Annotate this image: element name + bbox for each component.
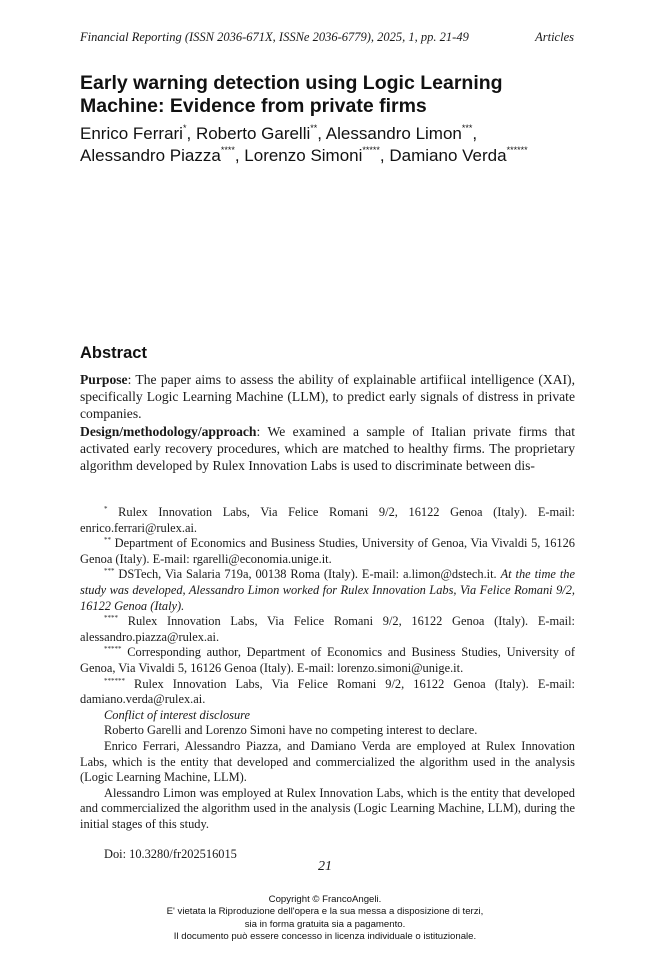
author-mark: *** [461, 123, 473, 133]
purpose-label: Purpose [80, 372, 128, 387]
author-line-2: Alessandro Piazza****, Lorenzo Simoni*****, Damiano Verda****** [80, 145, 528, 165]
article-title-line-2: Machine: Evidence from private firms [80, 95, 427, 117]
copyright-line-1: Copyright © FrancoAngeli. [268, 894, 382, 905]
author-name: Enrico Ferrari [80, 124, 183, 143]
abstract-heading: Abstract [80, 344, 147, 362]
author-mark: ***** [362, 145, 380, 155]
footnote-4: **** Rulex Innovation Labs, Via Felice Romani 9/2, 16122 Genoa (Italy). E-mail: alessandro.piazza@rulex.ai. [80, 614, 575, 644]
abstract-body [80, 371, 575, 474]
abstract-purpose: Purpose: The paper aims to assess the ability of explainable artifiical intelligence (XAI), specifically Logic Learning Machine (LLM), to predict early signals of distress in private companies. [80, 372, 575, 422]
author-mark: **** [220, 145, 235, 155]
author-name: Roberto Garelli [195, 124, 311, 143]
footnote-2: ** Department of Economics and Business Studies, University of Genoa, Via Vivaldi 5, 16126 Genoa (Italy). E-mail: rgarelli@economia.unige.it. [80, 536, 575, 566]
author-name: Damiano Verda [389, 146, 507, 165]
conflict-of-interest-paragraph-2: Enrico Ferrari, Alessandro Piazza, and Damiano Verda are employed at Rulex Innovation Labs, which is the entity that developed and commercialized the algorithm used in the analysis (Logic Learning Machine, LLM). [80, 738, 575, 785]
copyright-line-2: E' vietata la Riproduzione dell'opera e la sua messa a disposizione di terzi, [166, 906, 484, 918]
footnotes [80, 505, 575, 863]
footnote-5: ***** Corresponding author, Department of Economics and Business Studies, University of Genoa, Via Vivaldi 5, 16126 Genoa (Italy). E-mail: lorenzo.simoni@unige.it. [80, 645, 575, 675]
copyright-line-3: sia in forma gratuita sia a pagamento. [244, 918, 406, 930]
doi-link[interactable]: Doi: 10.3280/fr202516015 [104, 847, 237, 862]
author-line-1: Enrico Ferrari*, Roberto Garelli**, Alessandro Limon***, [80, 123, 478, 143]
footnote-1: * Rulex Innovation Labs, Via Felice Romani 9/2, 16122 Genoa (Italy). E-mail: enrico.ferrari@rulex.ai. [80, 505, 575, 535]
article-title [80, 72, 580, 118]
footnote-3: *** DSTech, Via Salaria 719a, 00138 Roma (Italy). E-mail: a.limon@dstech.it. At the time the study was developed, Alessandro Limon worked for Rulex Innovation Labs, Via Felice Romani 9/2, 16122 Genoa (Italy). [80, 567, 576, 613]
abstract-design: Design/methodology/approach: We examined a sample of Italian private firms that activated early recovery procedures, which are matched to healthy firms. The proprietary algorithm developed by Rulex Innovation Labs is used to discriminate between dis- [80, 423, 575, 474]
journal-citation: Financial Reporting (ISSN 2036-671X, ISSNe 2036-6779), 2025, 1, pp. 21-49 [80, 30, 469, 44]
section-label: Articles [535, 30, 574, 44]
article-title-line-1: Early warning detection using Logic Learning [80, 72, 503, 94]
author-mark: ****** [506, 145, 528, 155]
author-name: Lorenzo Simoni [244, 146, 363, 165]
conflict-of-interest-paragraph-1: Roberto Garelli and Lorenzo Simoni have no competing interest to declare. [104, 723, 478, 738]
conflict-of-interest-heading: Conflict of interest disclosure [104, 707, 251, 722]
footnote-6: ****** Rulex Innovation Labs, Via Felice Romani 9/2, 16122 Genoa (Italy). E-mail: damiano.verda@rulex.ai. [80, 676, 575, 707]
page-number: 21 [318, 859, 332, 874]
author-list [80, 123, 600, 167]
author-mark: ** [310, 123, 318, 133]
author-mark: * [182, 123, 187, 133]
design-label: Design/methodology/approach [80, 423, 257, 439]
author-name: Alessandro Piazza [80, 146, 221, 165]
copyright-notice [0, 894, 650, 944]
conflict-of-interest-paragraph-3: Alessandro Limon was employed at Rulex Innovation Labs, which is the entity that developed and commercialized the algorithm used in the analysis (Logic Learning Machine, LLM), during the initial stages of this study. [80, 785, 575, 831]
author-name: Alessandro Limon [325, 124, 462, 143]
copyright-line-4: Il documento può essere concesso in licenza individuale o istituzionale. [173, 931, 477, 943]
